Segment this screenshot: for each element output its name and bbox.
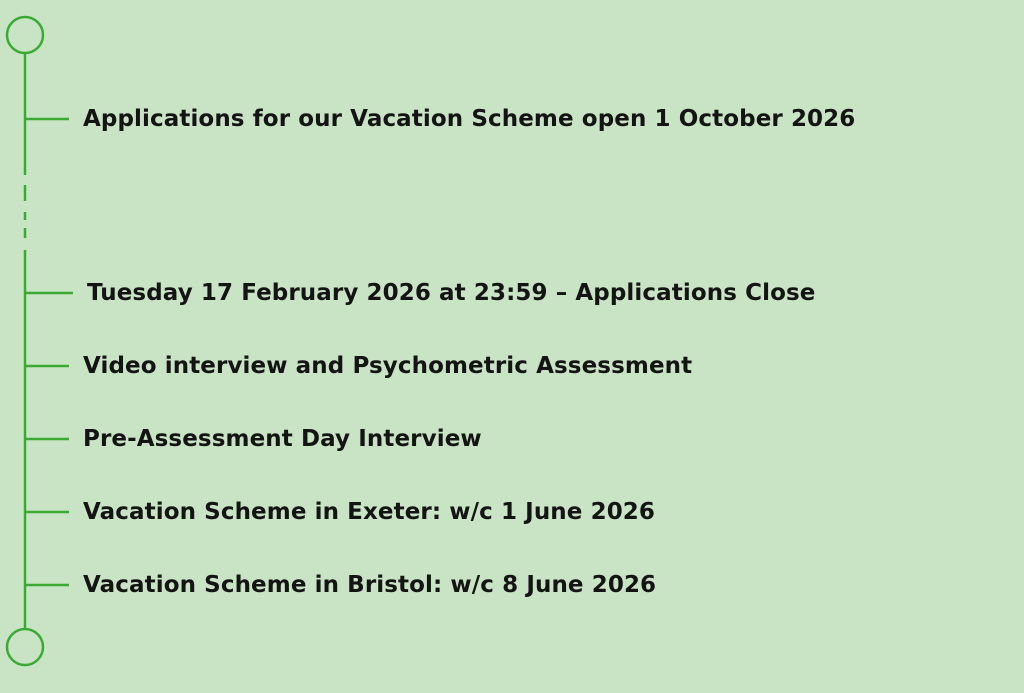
timeline-start-node — [7, 17, 43, 53]
timeline-end-node — [7, 629, 43, 665]
event-label-applications-close: Tuesday 17 February 2026 at 23:59 – Applications Close — [87, 280, 816, 306]
event-label-applications-open: Applications for our Vacation Scheme open 1 October 2026 — [83, 106, 856, 132]
event-label-video-interview: Video interview and Psychometric Assessment — [83, 353, 693, 379]
event-label-pre-assessment: Pre-Assessment Day Interview — [83, 426, 482, 452]
event-label-bristol: Vacation Scheme in Bristol: w/c 8 June 2026 — [83, 572, 657, 598]
event-label-exeter: Vacation Scheme in Exeter: w/c 1 June 2026 — [83, 499, 656, 525]
